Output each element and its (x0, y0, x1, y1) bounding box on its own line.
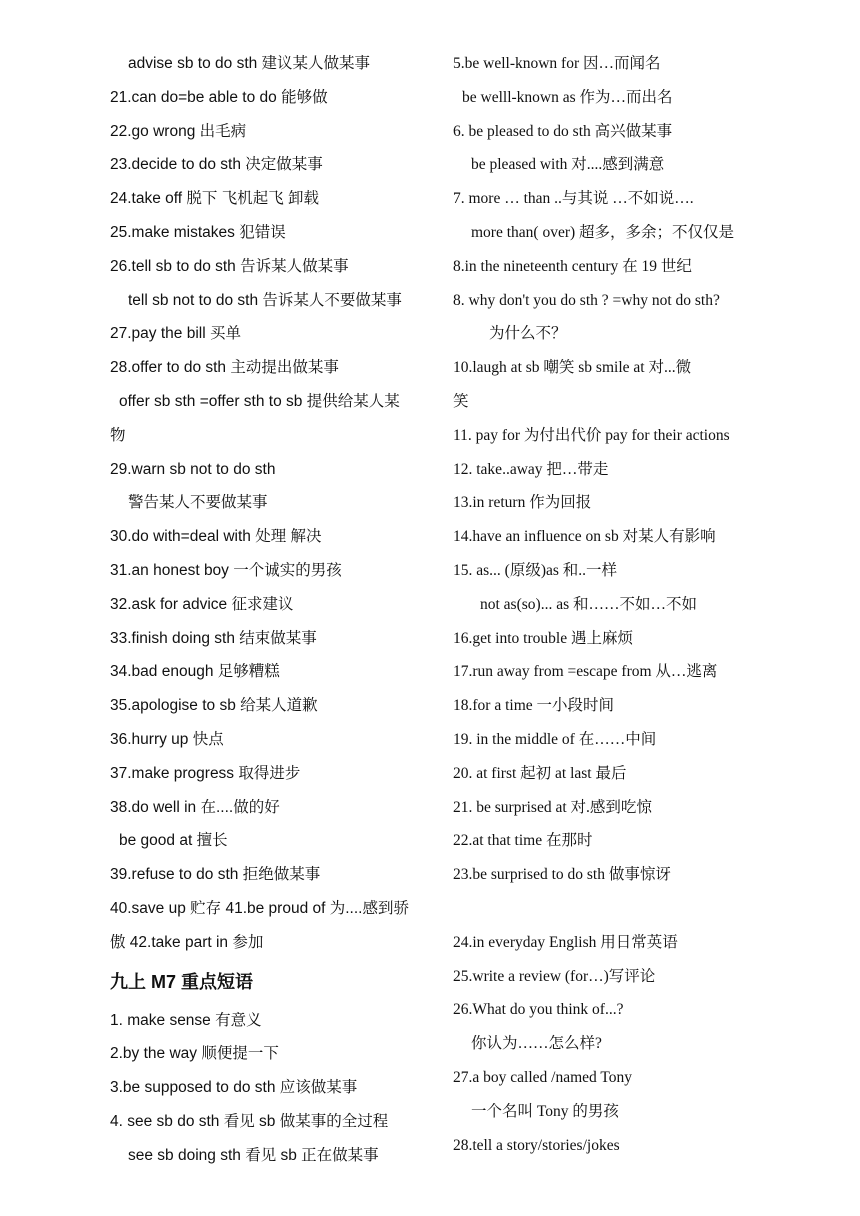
phrase-line: 物 (110, 426, 126, 444)
phrase-line: 37.make progress 取得进步 (110, 764, 301, 782)
phrase-line: be welll-known as 作为…而出名 (462, 88, 673, 106)
phrase-line: 28.offer to do sth 主动提出做某事 (110, 359, 339, 377)
phrase-line: 29.warn sb not to do sth (110, 460, 276, 478)
phrase-line: offer sb sth =offer sth to sb 提供给某人某 (119, 392, 400, 410)
phrase-line: 21. be surprised at 对.感到吃惊 (453, 798, 652, 816)
left-column (110, 47, 428, 1173)
phrase-line: 1. make sense 有意义 (110, 1011, 262, 1029)
phrase-line: 3.be supposed to do sth 应该做某事 (110, 1079, 358, 1097)
phrase-line: 33.finish doing sth 结束做某事 (110, 629, 317, 647)
phrase-line: 16.get into trouble 遇上麻烦 (453, 629, 633, 647)
phrase-line: 27.pay the bill 买单 (110, 325, 241, 343)
phrase-line: 7. more … than ..与其说 …不如说…. (453, 190, 694, 208)
section-heading: 九上 M7 重点短语 (110, 971, 254, 992)
phrase-line: 24.take off 脱下 飞机起飞 卸载 (110, 190, 320, 208)
phrase-line: 36.hurry up 快点 (110, 730, 224, 748)
phrase-line: 32.ask for advice 征求建议 (110, 595, 294, 613)
phrase-line: 19. in the middle of 在……中间 (453, 730, 657, 748)
phrase-line: 8.in the nineteenth century 在 19 世纪 (453, 257, 692, 275)
phrase-line: 警告某人不要做某事 (128, 494, 268, 512)
phrase-line: 6. be pleased to do sth 高兴做某事 (453, 122, 673, 140)
phrase-line: 15. as... (原级)as 和..一样 (453, 561, 618, 579)
phrase-line: 31.an honest boy 一个诚实的男孩 (110, 561, 342, 579)
phrase-line: 22.at that time 在那时 (453, 832, 593, 850)
phrase-line: 26.tell sb to do sth 告诉某人做某事 (110, 257, 349, 275)
phrase-line: 20. at first 起初 at last 最后 (453, 764, 627, 782)
right-column (453, 47, 783, 1162)
phrase-line: 一个名叫 Tony 的男孩 (471, 1102, 619, 1120)
phrase-line: 5.be well-known for 因…而闻名 (453, 55, 661, 72)
phrase-line: advise sb to do sth 建议某人做某事 (128, 55, 371, 72)
phrase-line: 17.run away from =escape from 从…逃离 (453, 663, 718, 681)
phrase-line: 11. pay for 为付出代价 pay for their actions (453, 426, 730, 444)
phrase-line: be good at 擅长 (119, 832, 228, 850)
phrase-line: 为什么不？ (489, 325, 567, 343)
phrase-line: 14.have an influence on sb 对某人有影响 (453, 528, 716, 546)
phrase-line: 23.decide to do sth 决定做某事 (110, 156, 323, 174)
phrase-line: 25.make mistakes 犯错误 (110, 223, 286, 241)
phrase-line: 39.refuse to do sth 拒绝做某事 (110, 866, 321, 884)
blank-line (453, 892, 783, 926)
phrase-line: 4. see sb do sth 看见 sb 做某事的全过程 (110, 1112, 389, 1130)
phrase-line: 笑 (453, 392, 469, 410)
phrase-line: see sb doing sth 看见 sb 正在做某事 (128, 1146, 379, 1164)
phrase-line: 40.save up 贮存 41.be proud of 为....感到骄 (110, 899, 409, 917)
phrase-line: 你认为……怎么样? (471, 1035, 602, 1053)
phrase-line: 13.in return 作为回报 (453, 494, 592, 512)
phrase-line: 26.What do you think of...? (453, 1001, 624, 1019)
phrase-line: 30.do with=deal with 处理 解决 (110, 528, 322, 546)
phrase-line: 23.be surprised to do sth 做事惊讶 (453, 866, 671, 884)
phrase-line: 傲 42.take part in 参加 (110, 933, 264, 951)
phrase-line: 34.bad enough 足够糟糕 (110, 663, 280, 681)
phrase-line: 28.tell a story/stories/jokes (453, 1136, 620, 1154)
phrase-line: tell sb not to do sth 告诉某人不要做某事 (128, 291, 402, 309)
phrase-line: 22.go wrong 出毛病 (110, 122, 247, 140)
phrase-line: 35.apologise to sb 给某人道歉 (110, 697, 318, 715)
phrase-line: 2.by the way 顺便提一下 (110, 1045, 279, 1063)
phrase-line: 27.a boy called /named Tony (453, 1068, 632, 1086)
phrase-line: 21.can do=be able to do 能够做 (110, 88, 328, 106)
phrase-line: 12. take..away 把…带走 (453, 460, 609, 478)
phrase-line: 38.do well in 在....做的好 (110, 798, 280, 816)
phrase-line: 10.laugh at sb 嘲笑 sb smile at 对...微 (453, 359, 692, 377)
phrase-line: 25.write a review (for…)写评论 (453, 967, 656, 985)
phrase-line: 24.in everyday English 用日常英语 (453, 933, 678, 951)
phrase-line: 8. why don't you do sth ? =why not do sth? (453, 291, 720, 309)
phrase-line: 18.for a time 一小段时间 (453, 697, 615, 715)
phrase-line: not as(so)... as 和……不如…不如 (480, 595, 697, 613)
phrase-line: more than( over) 超多，多余；不仅仅是 (471, 223, 735, 241)
phrase-line: be pleased with 对....感到满意 (471, 156, 665, 174)
